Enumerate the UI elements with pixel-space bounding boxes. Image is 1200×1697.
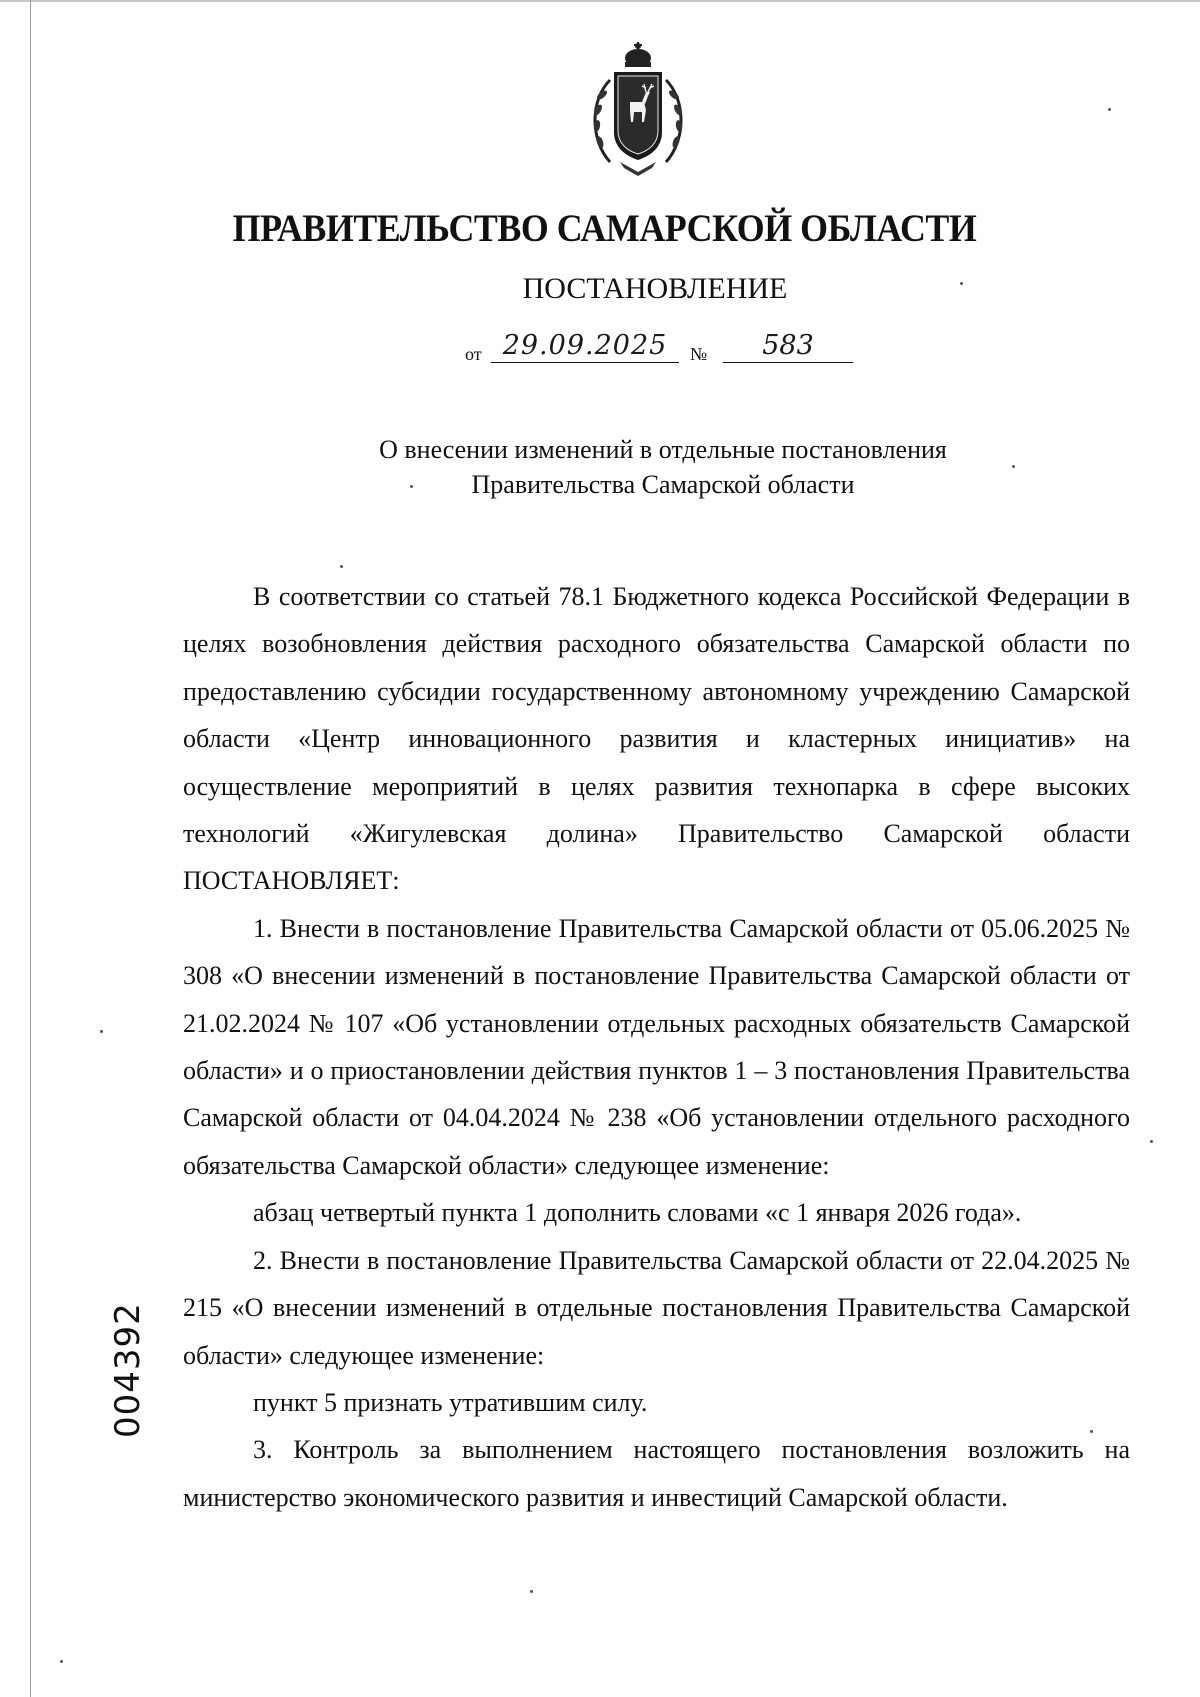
number-label: № bbox=[690, 344, 708, 364]
scan-speck bbox=[1108, 108, 1111, 111]
scan-speck bbox=[960, 282, 963, 285]
scan-edge-top bbox=[0, 0, 1200, 2]
scan-speck bbox=[340, 565, 343, 568]
document-date: 29.09.2025 bbox=[491, 330, 679, 363]
subject-line-1: О внесении изменений в отдельные постановления bbox=[379, 435, 947, 464]
preamble-paragraph: В соответствии со статьей 78.1 Бюджетного кодекса Российской Федерации в целях возобновления действия расходного обязательства Самарской области по предоставлению субсидии государственному автономному учреждению Самарской области «Центр инновационного развития и кластерных инициатив» на осуществление мероприятий в целях развития технопарка в сфере высоких технологий «Жигулевская долина» Правительство Самарской области ПОСТАНОВЛЯЕТ: bbox=[183, 582, 1130, 896]
scan-speck bbox=[530, 1590, 533, 1593]
scan-speck bbox=[100, 1030, 103, 1033]
government-title: ПРАВИТЕЛЬСТВО САМАРСКОЙ ОБЛАСТИ bbox=[232, 207, 977, 250]
document-body bbox=[183, 573, 1130, 1521]
scan-speck bbox=[1012, 465, 1015, 468]
item-2-change-paragraph: пункт 5 признать утратившим силу. bbox=[253, 1387, 648, 1417]
scan-speck bbox=[410, 485, 413, 488]
scan-speck bbox=[60, 1660, 63, 1663]
date-prefix: от bbox=[465, 344, 482, 364]
document-number: 583 bbox=[723, 330, 853, 363]
item-3-paragraph: 3. Контроль за выполнением настоящего постановления возложить на министерство экономического развития и инвестиций Самарской области. bbox=[183, 1435, 1130, 1512]
subject-line-2: Правительства Самарской области bbox=[471, 470, 855, 499]
document-type-heading: ПОСТАНОВЛЕНИЕ bbox=[522, 272, 788, 305]
item-1-paragraph: 1. Внести в постановление Правительства Самарской области от 05.06.2025 № 308 «О внесении изменений в постановление Правительства Самарской области от 21.02.2024 № 107 «Об установлении отдельных расходных обязательств Самарской области» и о приостановлении действия пунктов 1 – 3 постановления Правительства Самарской области от 04.04.2024 № 238 «Об установлении отдельного расходного обязательства Самарской области» следующее изменение: bbox=[183, 913, 1130, 1180]
item-2-paragraph: 2. Внести в постановление Правительства Самарской области от 22.04.2025 № 215 «О внесении изменений в отдельные постановления Правительства Самарской области» следующее изменение: bbox=[183, 1245, 1130, 1370]
document-subject bbox=[180, 432, 1146, 502]
date-number-line bbox=[465, 330, 865, 370]
scan-edge-left bbox=[30, 0, 31, 1697]
samara-coat-of-arms-icon bbox=[580, 40, 696, 178]
item-1-change-paragraph: абзац четвертый пункта 1 дополнить словами «с 1 января 2026 года». bbox=[253, 1198, 1022, 1228]
scan-speck bbox=[1150, 1140, 1153, 1143]
scan-speck bbox=[1090, 1430, 1093, 1433]
archive-number-text: 004392 bbox=[108, 1302, 148, 1438]
